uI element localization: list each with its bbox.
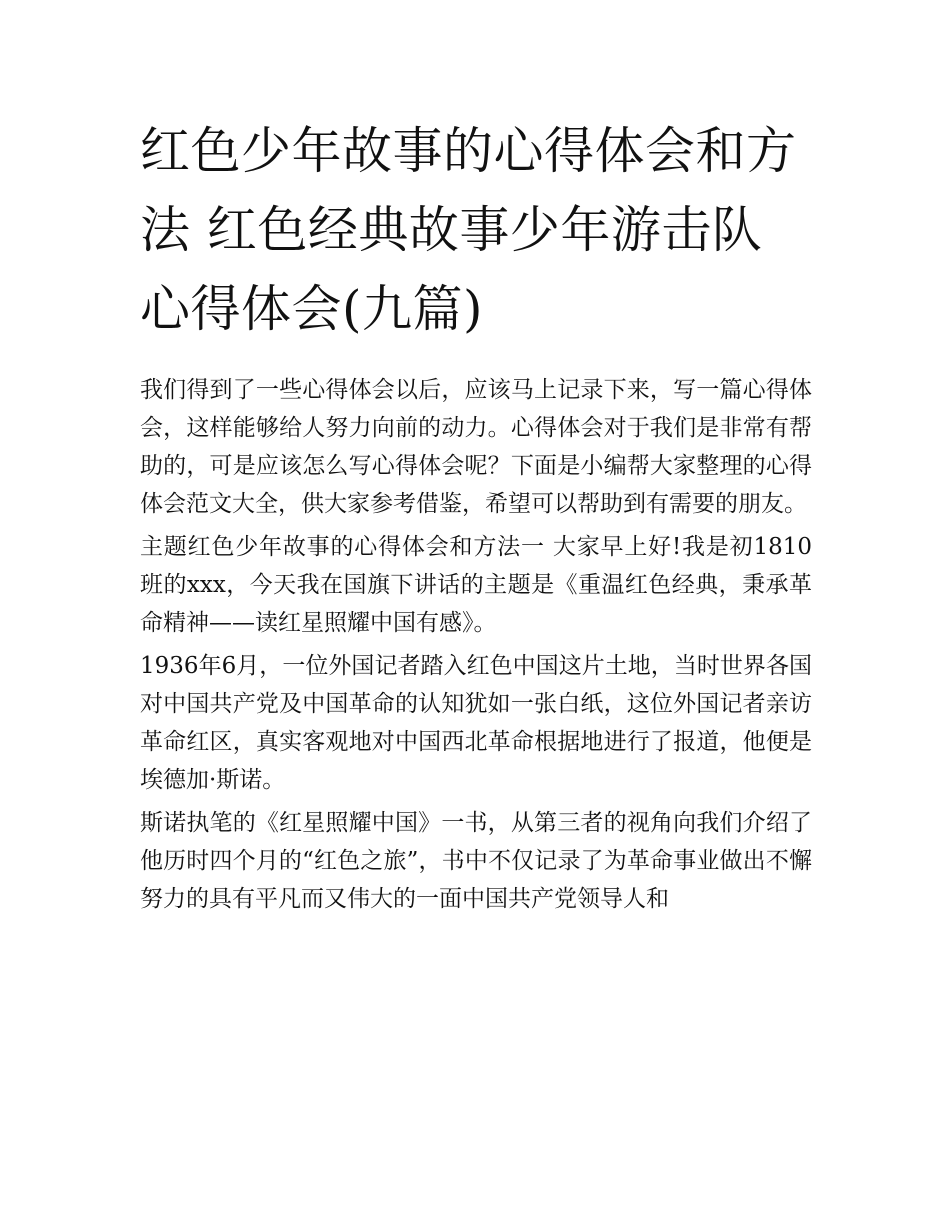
paragraph-history: 1936年6月，一位外国记者踏入红色中国这片土地，当时世界各国对中国共产党及中国革命的认知犹如一张白纸，这位外国记者亲访革命红区，真实客观地对中国西北革命根据地进行了报道，他便是埃德加·斯诺。: [140, 653, 812, 793]
document-body: [140, 112, 812, 923]
document-title: 红色少年故事的心得体会和方法 红色经典故事少年游击队心得体会(九篇): [140, 122, 797, 338]
paragraph-intro: 我们得到了一些心得体会以后，应该马上记录下来，写一篇心得体会，这样能够给人努力向前的动力。心得体会对于我们是非常有帮助的，可是应该怎么写心得体会呢？下面是小编帮大家整理的心得体会范文大全，供大家参考借鉴，希望可以帮助到有需要的朋友。: [140, 377, 812, 517]
paragraph-speech-opening: 主题红色少年故事的心得体会和方法一 大家早上好!我是初1810班的xxx，今天我在国旗下讲话的主题是《重温红色经典，秉承革命精神——读红星照耀中国有感》。: [140, 534, 812, 636]
paragraph-book-summary: 斯诺执笔的《红星照耀中国》一书，从第三者的视角向我们介绍了他历时四个月的“红色之旅”，书中不仅记录了为革命事业做出不懈努力的具有平凡而又伟大的一面中国共产党领导人和: [140, 810, 812, 912]
